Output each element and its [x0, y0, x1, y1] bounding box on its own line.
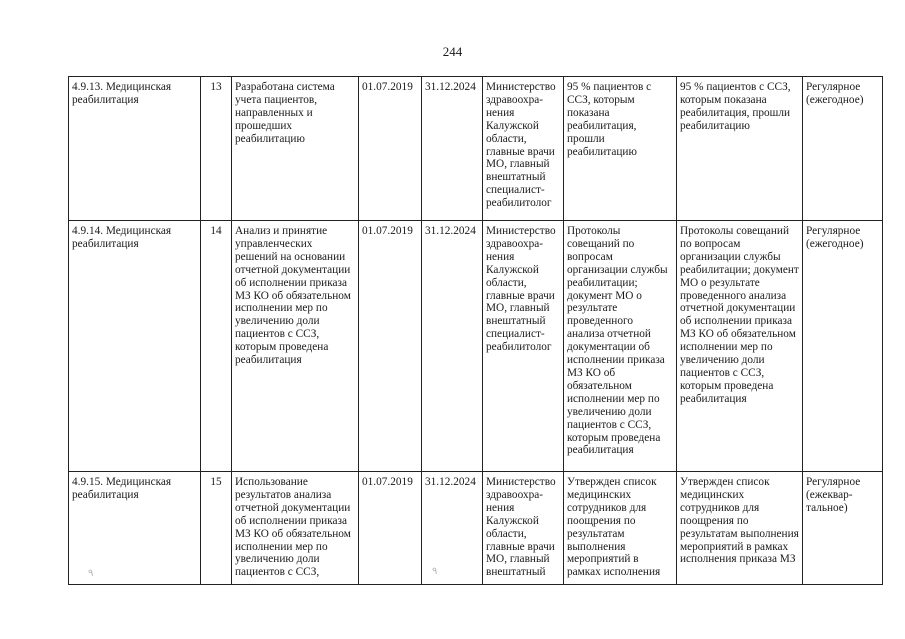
start-date-cell: 01.07.2019 [359, 472, 422, 585]
scan-artifact: ٩ [88, 568, 94, 579]
result-cell: Утвержден список медицинских сотрудников для поощрения по результатам выполнения мероприятий в рамках исполнения [564, 472, 677, 585]
frequency-cell: Регулярное (ежегодное) [803, 221, 883, 472]
activity-cell: Анализ и принятие управленческих решений на основании отчетной документации об исполнении приказа МЗ КО об обязательном исполнении мер по увеличению доли пациентов с ССЗ, которым проведена реабилитация [232, 221, 359, 472]
frequency-cell: Регулярное (ежеквар- тальное) [803, 472, 883, 585]
plan-table [68, 76, 883, 585]
end-date-cell: 31.12.2024 [422, 472, 483, 585]
indicator-cell: Утвержден список медицинских сотрудников для поощрения по результатам выполнения мероприятий в рамках исполнения приказа МЗ [677, 472, 803, 585]
section-cell: 4.9.14. Медицинская реабилитация [69, 221, 201, 472]
start-date-cell: 01.07.2019 [359, 77, 422, 221]
result-cell: Протоколы совещаний по вопросам организации службы реабилитации; документ МО о результате проведенного анализа отчетной документации об исполнении приказа МЗ КО об обязательном исполнении мер по увеличению доли пациентов с ССЗ, которым проведена реабилитация [564, 221, 677, 472]
indicator-cell: 95 % пациентов с ССЗ, которым показана реабилитация, прошли реабилитацию [677, 77, 803, 221]
section-cell: 4.9.15. Медицинская реабилитация [69, 472, 201, 585]
table-row [69, 77, 883, 221]
table-row [69, 221, 883, 472]
start-date-cell: 01.07.2019 [359, 221, 422, 472]
page-number: 244 [442, 44, 463, 59]
responsible-cell: Министерство здравоохра- нения Калужской области, главные врачи МО, главный внештатный специалист- реабилитолог [483, 77, 564, 221]
number-cell: 14 [201, 221, 232, 472]
indicator-cell: Протоколы совещаний по вопросам организации службы реабилитации; документ МО о результате проведенного анализа отчетной документации об исполнении приказа МЗ КО об обязательном исполнении мер по увеличению доли пациентов с ССЗ, которым проведена реабилитация [677, 221, 803, 472]
frequency-cell: Регулярное (ежегодное) [803, 77, 883, 221]
activity-cell: Использование результатов анализа отчетной документации об исполнении приказа МЗ КО об обязательном исполнении мер по увеличению доли пациентов с ССЗ, [232, 472, 359, 585]
responsible-cell: Министерство здравоохра- нения Калужской области, главные врачи МО, главный внештатный [483, 472, 564, 585]
number-cell: 15 [201, 472, 232, 585]
scan-artifact: ٩ [432, 566, 438, 577]
result-cell: 95 % пациентов с ССЗ, которым показана реабилитация, прошли реабилитацию [564, 77, 677, 221]
activity-cell: Разработана система учета пациентов, направленных и прошедших реабилитацию [232, 77, 359, 221]
table-row [69, 472, 883, 585]
section-cell: 4.9.13. Медицинская реабилитация [69, 77, 201, 221]
end-date-cell: 31.12.2024 [422, 221, 483, 472]
number-cell: 13 [201, 77, 232, 221]
end-date-cell: 31.12.2024 [422, 77, 483, 221]
responsible-cell: Министерство здравоохра- нения Калужской области, главные врачи МО, главный внештатный специалист- реабилитолог [483, 221, 564, 472]
